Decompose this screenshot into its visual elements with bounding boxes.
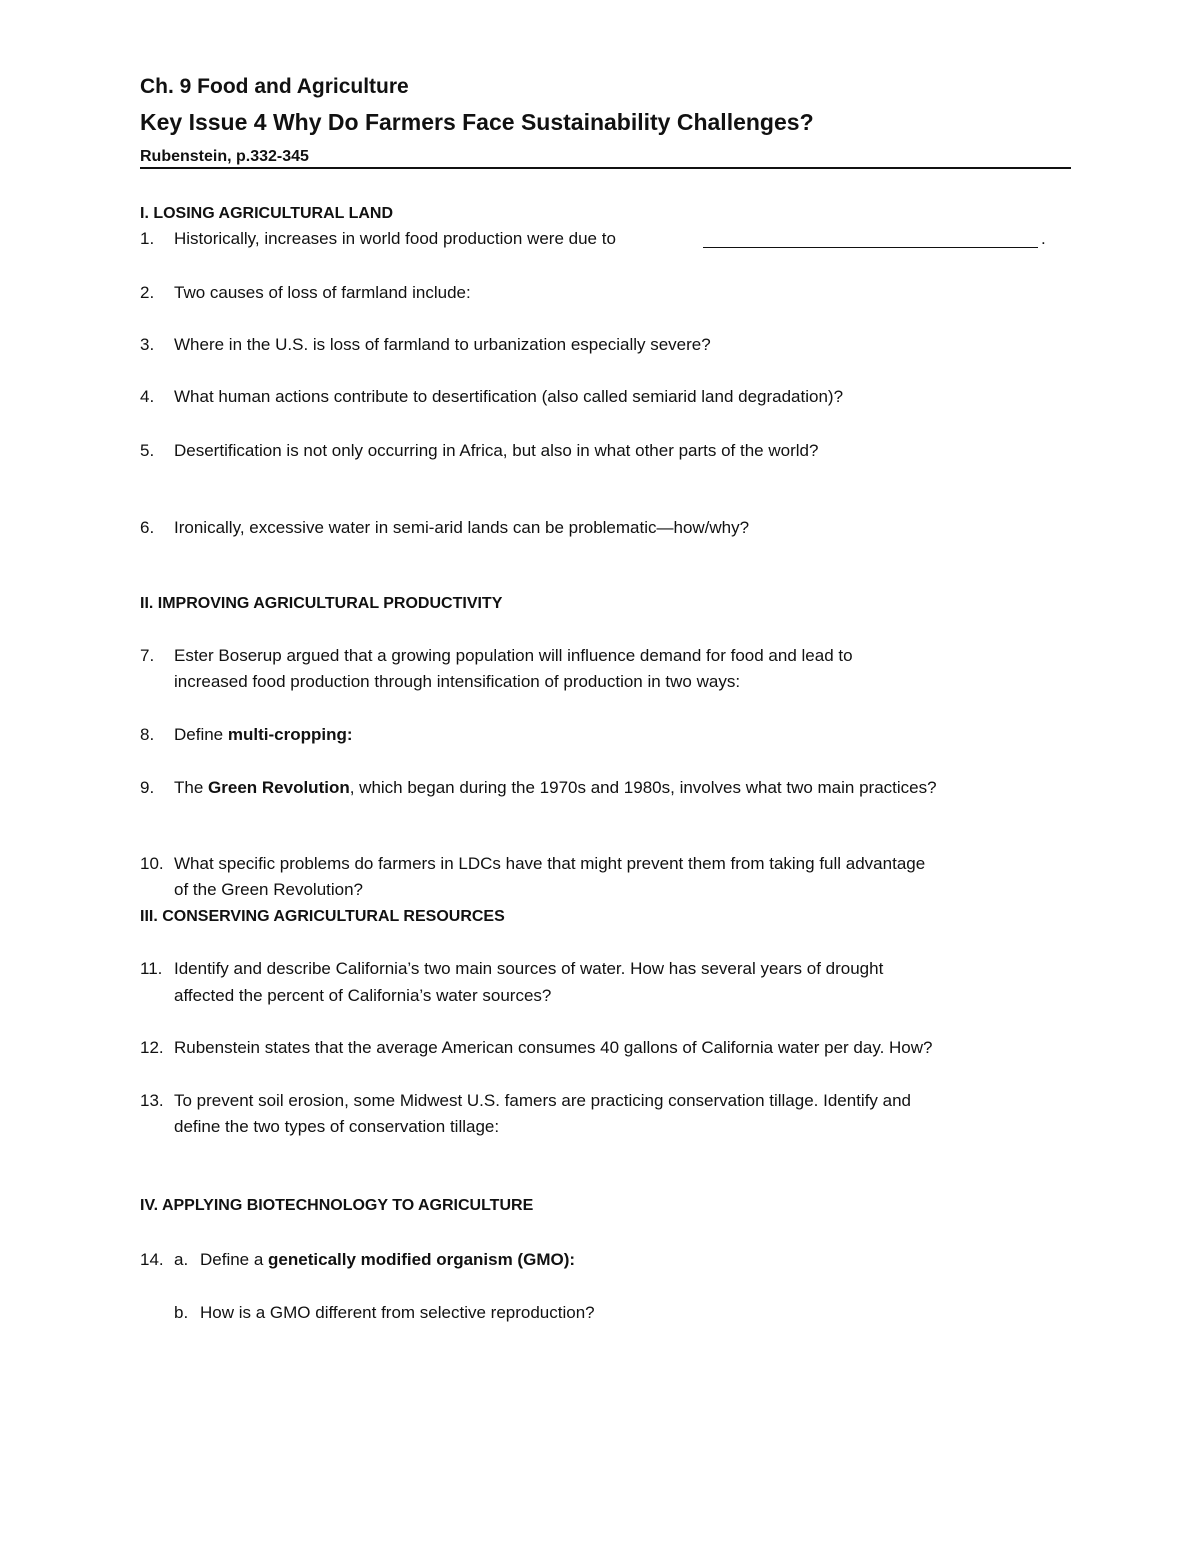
question-text-line-1: To prevent soil erosion, some Midwest U.S. famers are practicing conservation tillage. Identify and <box>174 1091 912 1110</box>
question-text: Rubenstein states that the average American consumes 40 gallons of California water per day. How? <box>174 1038 933 1057</box>
key-issue-title: Key Issue 4 Why Do Farmers Face Sustainability Challenges? <box>140 109 814 135</box>
question-9 <box>140 777 937 799</box>
question-text: Two causes of loss of farmland include: <box>174 283 471 302</box>
section-heading-4: IV. APPLYING BIOTECHNOLOGY TO AGRICULTURE <box>140 1197 534 1214</box>
question-12 <box>140 1037 933 1059</box>
question-number: 8. <box>140 725 155 744</box>
term-green-revolution: Green Revolution <box>208 778 350 797</box>
sub-letter-a: a. <box>174 1250 189 1269</box>
question-number: 1. <box>140 229 155 248</box>
question-10 <box>140 853 925 875</box>
question-10-line-2: of the Green Revolution? <box>174 880 364 899</box>
question-3 <box>140 334 711 356</box>
question-number: 5. <box>140 441 155 460</box>
question-5 <box>140 440 818 462</box>
question-4 <box>140 386 843 408</box>
question-number: 7. <box>140 646 155 665</box>
question-number: 11. <box>140 959 163 978</box>
question-6 <box>140 517 749 539</box>
question-14a <box>140 1249 575 1271</box>
question-7 <box>140 645 853 667</box>
question-number: 6. <box>140 518 155 537</box>
section-heading-3: III. CONSERVING AGRICULTURAL RESOURCES <box>140 908 505 925</box>
question-text-post: , which began during the 1970s and 1980s, involves what two main practices? <box>349 778 937 797</box>
question-text-line-1: Identify and describe California’s two main sources of water. How has several years of drought <box>174 959 884 978</box>
sub-letter-b: b. <box>174 1303 189 1322</box>
question-text: Where in the U.S. is loss of farmland to urbanization especially severe? <box>174 335 711 354</box>
question-number: 12. <box>140 1038 164 1057</box>
question-1-period: . <box>1041 229 1046 248</box>
question-number: 14. <box>140 1250 164 1269</box>
section-heading-1: I. LOSING AGRICULTURAL LAND <box>140 205 394 222</box>
question-text: Ironically, excessive water in semi-arid lands can be problematic—how/why? <box>174 518 750 537</box>
question-text: Define a <box>200 1250 269 1269</box>
question-text: Desertification is not only occurring in Africa, but also in what other parts of the world? <box>174 441 819 460</box>
question-number: 9. <box>140 778 155 797</box>
question-text: Historically, increases in world food production were due to <box>174 229 616 248</box>
question-8 <box>140 724 353 746</box>
question-number: 4. <box>140 387 155 406</box>
question-text-line-1: Ester Boserup argued that a growing population will influence demand for food and lead to <box>174 646 853 665</box>
answer-blank-1[interactable] <box>703 247 1038 248</box>
question-11-line-2: affected the percent of California’s water sources? <box>174 986 552 1005</box>
question-number: 10. <box>140 854 164 873</box>
question-text-line-1: What specific problems do farmers in LDCs have that might prevent them from taking full advantage <box>174 854 926 873</box>
question-number: 13. <box>140 1091 164 1110</box>
question-2 <box>140 282 471 304</box>
question-text: How is a GMO different from selective reproduction? <box>200 1303 595 1322</box>
term-multi-cropping: multi-cropping: <box>227 725 353 744</box>
question-1 <box>140 228 616 250</box>
question-number: 3. <box>140 335 155 354</box>
question-number: 2. <box>140 283 155 302</box>
question-text: Define <box>174 725 228 744</box>
question-13-line-2: define the two types of conservation tillage: <box>174 1117 500 1136</box>
question-text-pre: The <box>174 778 209 797</box>
question-7-line-2: increased food production through intensification of production in two ways: <box>174 672 741 691</box>
header-rule <box>140 167 1071 169</box>
section-heading-2: II. IMPROVING AGRICULTURAL PRODUCTIVITY <box>140 595 503 612</box>
question-text: What human actions contribute to desertification (also called semiarid land degradation)? <box>174 387 844 406</box>
source-reference: Rubenstein, p.332-345 <box>140 148 309 165</box>
question-13 <box>140 1090 911 1112</box>
chapter-title: Ch. 9 Food and Agriculture <box>140 75 409 98</box>
question-11 <box>140 958 883 980</box>
question-14b <box>174 1302 595 1324</box>
term-gmo: genetically modified organism (GMO): <box>268 1250 576 1269</box>
